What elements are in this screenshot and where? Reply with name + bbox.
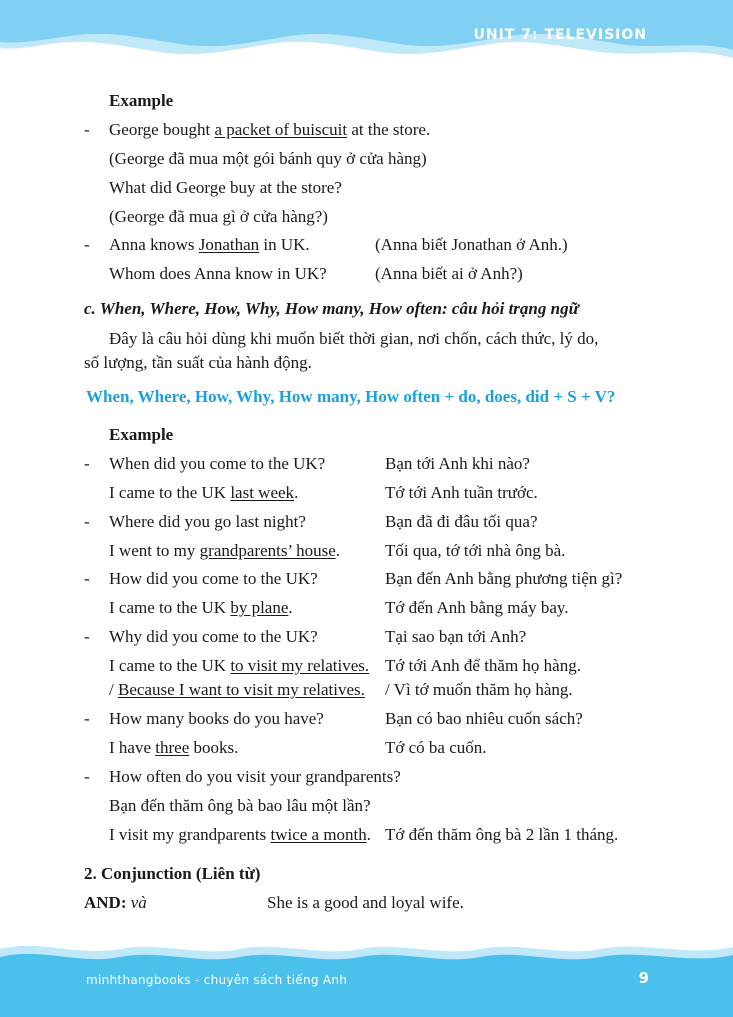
page-number: 9 — [638, 969, 649, 987]
question: Where did you go last night? — [109, 512, 306, 531]
answer: I came to the UK last week. — [109, 483, 299, 502]
example-line: Whom does Anna know in UK? — [109, 264, 327, 283]
section-description: Đây là câu hỏi dùng khi muốn biết thời gian, nơi chốn, cách thức, lý do, — [109, 329, 599, 348]
example-line: (George đã mua một gói bánh quy ở cửa hàng) — [109, 149, 427, 168]
answer: I came to the UK to visit my relatives. — [109, 656, 370, 675]
translation: Bạn đến Anh bằng phương tiện gì? — [385, 569, 623, 588]
bullet: - — [84, 454, 90, 473]
question-translation: Bạn đến thăm ông bà bao lâu một lần? — [109, 796, 371, 815]
translation: / Vì tớ muốn thăm họ hàng. — [385, 680, 573, 699]
example-translation: (Anna biết Jonathan ở Anh.) — [375, 235, 568, 254]
formula: When, Where, How, Why, How many, How often + do, does, did + S + V? — [86, 387, 616, 406]
example-line: Anna knows Jonathan in UK. — [109, 235, 310, 254]
section-description: số lượng, tần suất của hành động. — [84, 353, 312, 372]
answer: I have three books. — [109, 738, 239, 757]
unit-title: UNIT 7: TELEVISION — [473, 27, 647, 43]
conjunction-example: She is a good and loyal wife. — [267, 893, 464, 912]
bullet: - — [84, 627, 90, 646]
translation: Bạn tới Anh khi nào? — [385, 454, 530, 473]
footer-brand: minhthangbooks - chuyên sách tiếng Anh — [86, 973, 348, 987]
question: Why did you come to the UK? — [109, 627, 318, 646]
translation: Tớ đến Anh bằng máy bay. — [385, 598, 569, 617]
bullet: - — [84, 767, 90, 786]
translation: Bạn đã đi đâu tối qua? — [385, 512, 538, 531]
question: How many books do you have? — [109, 709, 324, 728]
answer: I came to the UK by plane. — [109, 598, 293, 617]
bullet: - — [84, 235, 90, 254]
translation: Tối qua, tớ tới nhà ông bà. — [385, 541, 566, 560]
bullet: - — [84, 709, 90, 728]
answer: I visit my grandparents twice a month. — [109, 825, 372, 844]
bullet: - — [84, 512, 90, 531]
conjunction-entry: AND: và — [84, 893, 147, 912]
translation: Bạn có bao nhiêu cuốn sách? — [385, 709, 583, 728]
translation: Tớ đến thăm ông bà 2 lần 1 tháng. — [385, 825, 619, 844]
example-line: George bought a packet of buiscuit at the store. — [109, 120, 431, 139]
question: When did you come to the UK? — [109, 454, 326, 473]
bullet: - — [84, 120, 90, 139]
section-heading: 2. Conjunction (Liên từ) — [84, 864, 261, 883]
example-heading: Example — [109, 425, 174, 444]
translation: Tại sao bạn tới Anh? — [385, 627, 527, 646]
translation: Tớ có ba cuốn. — [385, 738, 487, 757]
answer: I went to my grandparents’ house. — [109, 541, 341, 560]
question: How often do you visit your grandparents? — [109, 767, 401, 786]
bullet: - — [84, 569, 90, 588]
example-heading: Example — [109, 91, 174, 110]
example-line: What did George buy at the store? — [109, 178, 342, 197]
answer: / Because I want to visit my relatives. — [109, 680, 365, 699]
translation: Tớ tới Anh để thăm họ hàng. — [385, 656, 581, 675]
example-translation: (Anna biết ai ở Anh?) — [375, 264, 523, 283]
example-line: (George đã mua gì ở cửa hàng?) — [109, 207, 328, 226]
translation: Tớ tới Anh tuần trước. — [385, 483, 538, 502]
question: How did you come to the UK? — [109, 569, 318, 588]
section-heading: c. When, Where, How, Why, How many, How often: câu hỏi trạng ngữ — [84, 299, 579, 318]
